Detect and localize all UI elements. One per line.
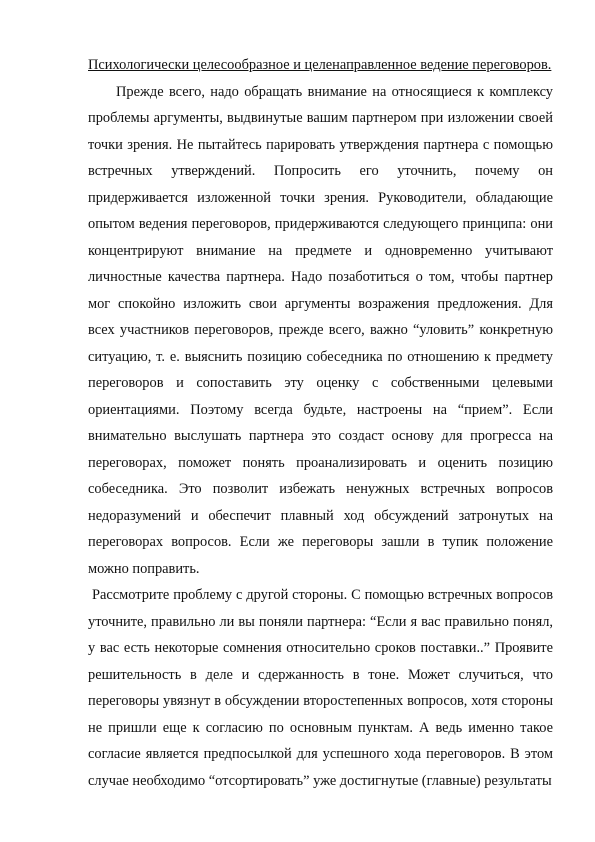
section-heading: Психологически целесообразное и целенаправленное ведение переговоров. — [88, 57, 552, 73]
document-page — [88, 52, 553, 794]
paragraph-2: Рассмотрите проблему с другой стороны. С помощью встречных вопросов уточните, правильно ли вы поняли партнера: “Если я вас правильно понял, у вас есть некоторые сомнения относительно сроков поставки..” Проявите решительность в деле и сдержанность в тоне. Может случиться, что переговоры увязнут в обсуждении второстепенных вопросов, хотя стороны не пришли еще к согласию по основным пунктам. А ведь именно такое согласие является предпосылкой для успешного хода переговоров. В этом случае необходимо “отсортировать” уже достигнутые (главные) результаты — [88, 587, 553, 789]
paragraph-1: Прежде всего, надо обращать внимание на относящиеся к комплексу проблемы аргументы, выдвинутые вашим партнером при изложении своей точки зрения. Не пытайтесь парировать утверждения партнера с помощью встречных утверждений. Попросить его уточнить, почему он придерживается изложенной точки зрения. Руководители, обладающие опытом ведения переговоров, придерживаются следующего принципа: они концентрируют внимание на предмете и одновременно учитывают личностные качества партнера. Надо позаботиться о том, чтобы партнер мог спокойно изложить свои аргументы возражения предложения. Для всех участников переговоров, прежде всего, важно “уловить” конкретную ситуацию, т. е. выяснить позицию собеседника по отношению к предмету переговоров и сопоставить эту оценку с собственными целевыми ориентациями. Поэтому всегда будьте, настроены на “прием”. Если внимательно выслушать партнера это создаст основу для прогресса на переговорах, поможет понять проанализировать и оценить позицию собеседника. Это позволит избежать ненужных встречных вопросов недоразумений и обеспечит плавный ход обсуждений затронутых на переговорах вопросов. Если же переговоры зашли в тупик положение можно поправить. — [88, 83, 553, 577]
